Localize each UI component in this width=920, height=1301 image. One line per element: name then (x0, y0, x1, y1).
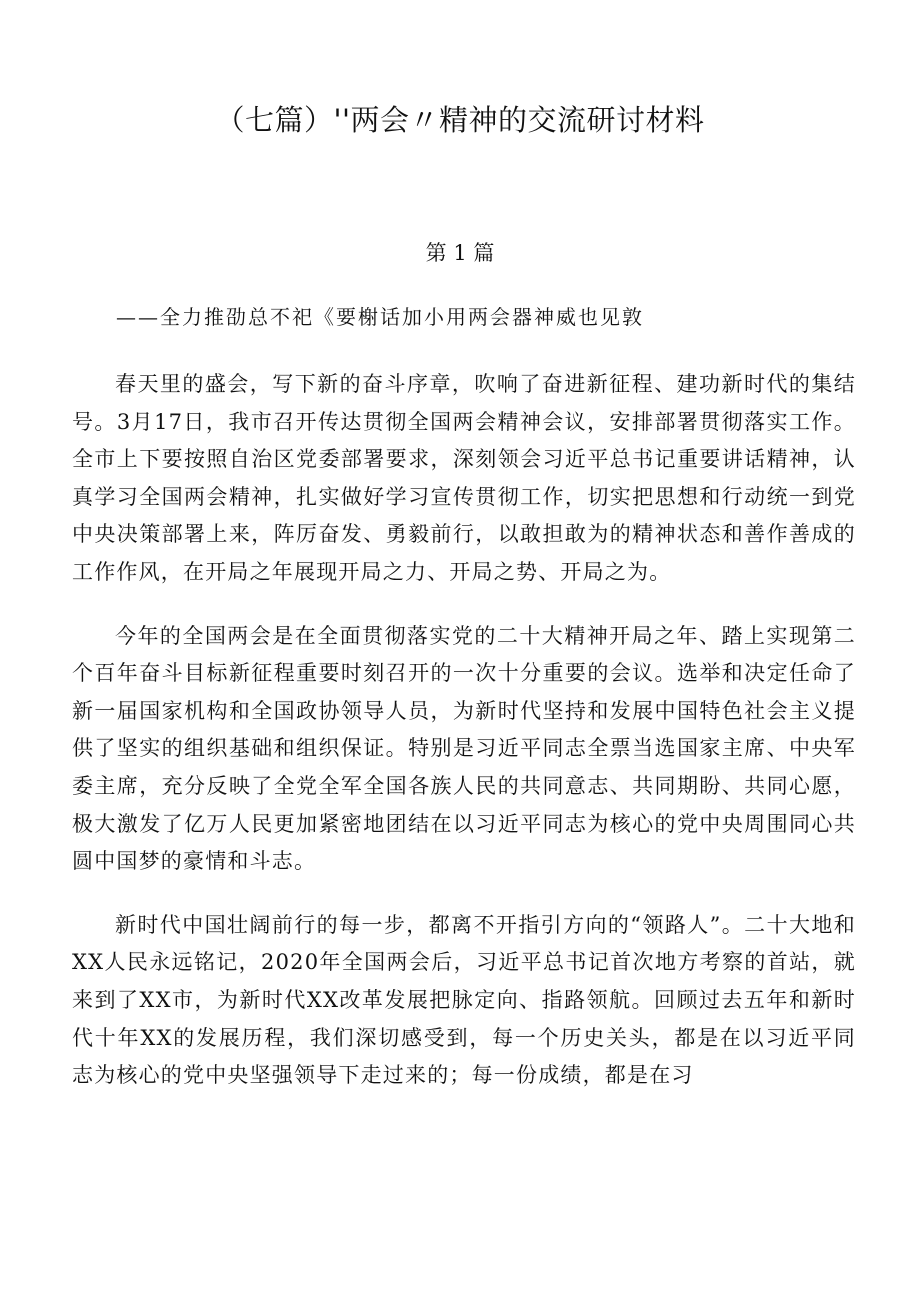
document-body (72, 366, 856, 1121)
section-heading: 第 1 篇 (425, 241, 495, 265)
body-paragraph-3: 新时代中国壮阔前行的每一步，都离不开指引方向的“领路人”。二十大地和XX人民永远铭记，2020年全国两会后，习近平总书记首次地方考察的首站，就来到了XX市，为新时代XX改革发展把脉定向、指路领航。回顾过去五年和新时代十年XX的发展历程，我们深切感受到，每一个历史关头，都是在以习近平同志为核心的党中央坚强领导下走过来的；每一份成绩，都是在习 (72, 912, 856, 1088)
body-paragraph-2: 今年的全国两会是在全面贯彻落实党的二十大精神开局之年、踏上实现第二个百年奋斗目标新征程重要时刻召开的一次十分重要的会议。选举和决定任命了新一届国家机构和全国政协领导人员，为新时代坚持和发展中国特色社会主义提供了坚实的组织基础和组织保证。特别是习近平同志全票当选国家主席、中央军委主席，充分反映了全党全军全国各族人民的共同意志、共同期盼、共同心愿，极大激发了亿万人民更加紧密地团结在以习近平同志为核心的党中央周围同心共圆中国梦的豪情和斗志。 (72, 623, 856, 874)
document-title: （七篇）''两会〃精神的交流研讨材料 (215, 103, 705, 137)
body-paragraph-1: 春天里的盛会，写下新的奋斗序章，吹响了奋进新征程、建功新时代的集结号。3月17日，我市召开传达贯彻全国两会精神会议，安排部署贯彻落实工作。全市上下要按照自治区党委部署要求，深刻领会习近平总书记重要讲话精神，认真学习全国两会精神，扎实做好学习宣传贯彻工作，切实把思想和行动统一到党中央决策部署上来，阵厉奋发、勇毅前行，以敢担敢为的精神状态和善作善成的工作作风，在开局之年展现开局之力、开局之势、开局之为。 (72, 372, 856, 584)
document-subtitle: ——全力推劭总不祀《要榭话加小用两会器神威也见敦 (116, 305, 644, 329)
